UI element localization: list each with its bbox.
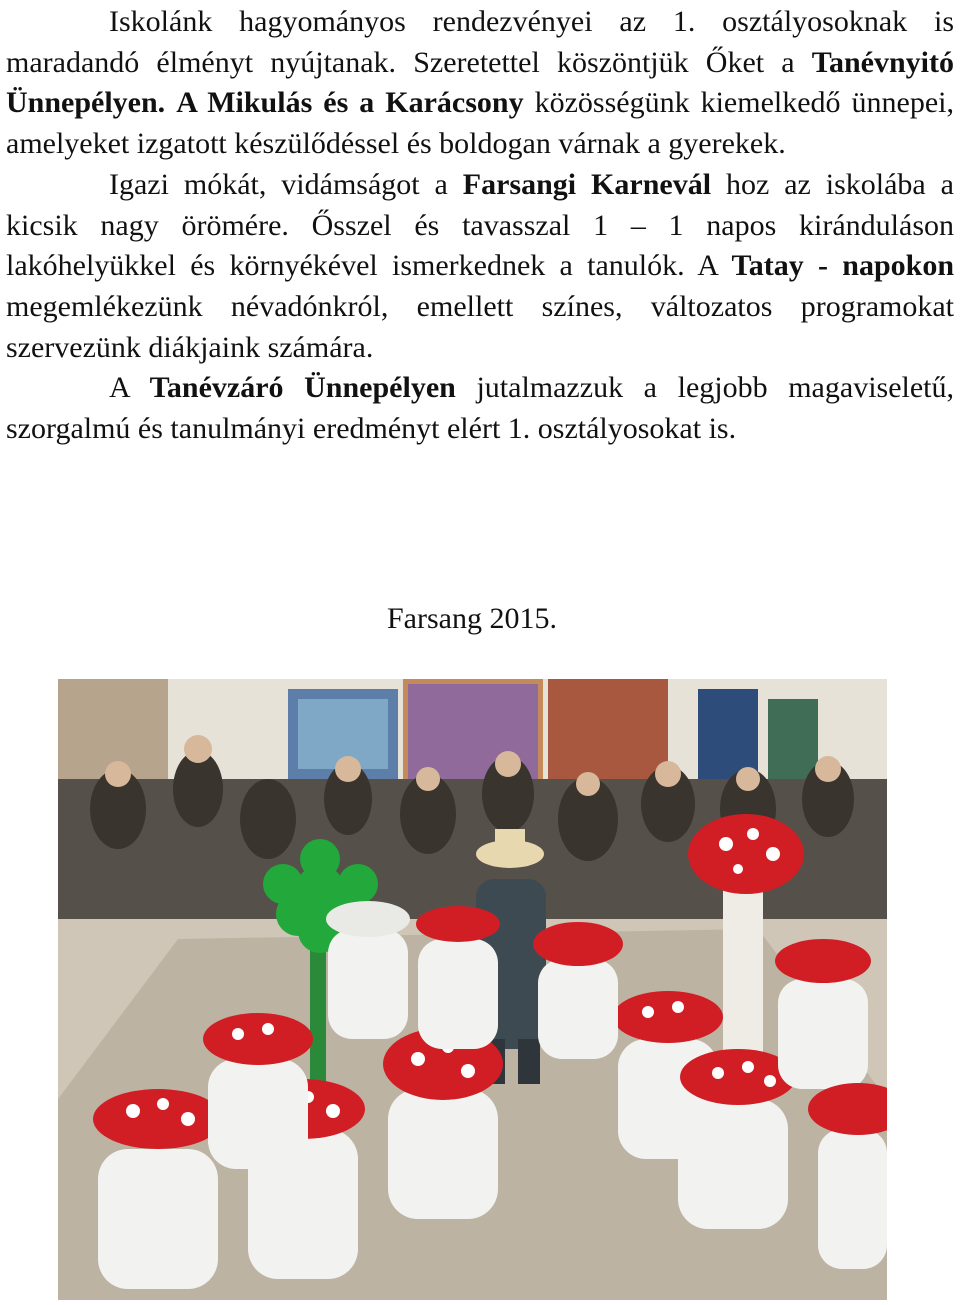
carnival-photo bbox=[58, 679, 887, 1300]
event-mikulas-karacsony: A Mikulás és a Karácsony bbox=[176, 86, 524, 120]
event-tatay-napok: Tatay - napokon bbox=[731, 249, 954, 283]
text-run: közösségünk kiemelkedő ünnepei, amelyeket izgatott készülődéssel és boldogan várnak a gyerekek. bbox=[6, 86, 955, 161]
event-tanevnyito: Tanévnyitó Ünnepélyen. bbox=[6, 45, 954, 120]
text-run bbox=[165, 86, 176, 119]
paragraph-2 bbox=[6, 165, 954, 369]
text-run: jutalmazzuk a legjobb magaviseletű, szorgalmú és tanulmányi eredményt elért 1. osztályosokat is. bbox=[6, 371, 955, 446]
article-body bbox=[6, 2, 954, 450]
event-farsangi-karneval: Farsangi Karnevál bbox=[462, 167, 712, 201]
photo-caption: Farsang 2015. bbox=[387, 602, 557, 635]
paragraph-3 bbox=[6, 368, 954, 449]
paragraph-1 bbox=[6, 2, 954, 165]
text-run: A bbox=[109, 371, 150, 405]
event-tanevzaro: Tanévzáró Ünnepélyen bbox=[149, 371, 456, 405]
text-run: hoz az iskolába a kicsik nagy örömére. Ősszel és tavasszal 1 – 1 napos kiránduláson lakóhelyükkel és környékével ismerkednek a tanulók. A bbox=[6, 167, 954, 283]
text-run: Iskolánk hagyományos rendezvényei az 1. osztályosoknak is maradandó élményt nyújtanak. Szeretettel köszöntjük Őket a bbox=[6, 5, 954, 79]
carnival-photo-illustration bbox=[58, 679, 887, 1300]
text-run: Igazi mókát, vidámságot a bbox=[109, 167, 463, 201]
text-run: megemlékezünk névadónkról, emellett színes, változatos programokat szervezünk diákjaink számára. bbox=[6, 289, 954, 364]
